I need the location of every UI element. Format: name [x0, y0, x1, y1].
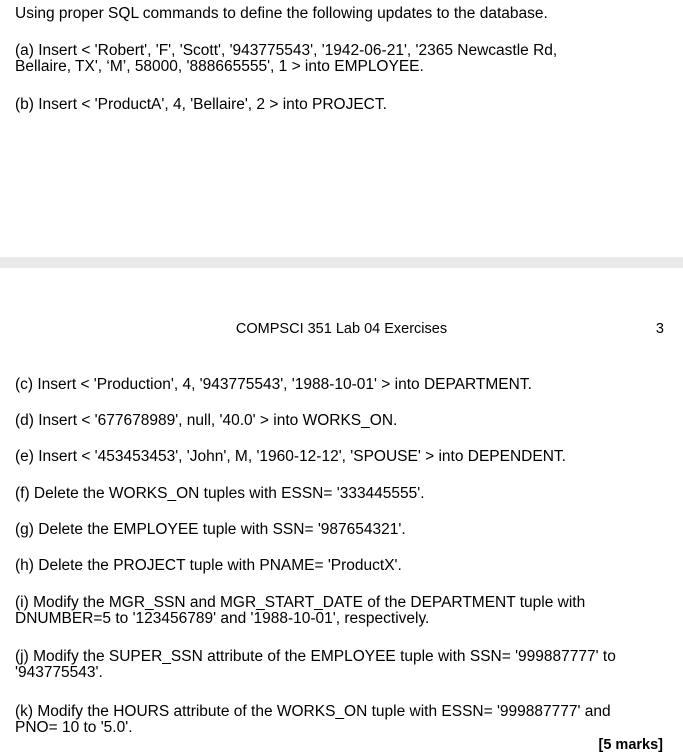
item-c: (c) Insert < 'Production', 4, '943775543', '1988-10-01' > into DEPARTMENT.	[15, 376, 532, 393]
intro-text: Using proper SQL commands to define the following updates to the database.	[15, 5, 548, 22]
page-number: 3	[655, 321, 664, 337]
marks-label: [5 marks]	[598, 737, 663, 753]
item-k: (k) Modify the HOURS attribute of the WORKS_ON tuple with ESSN= '999887777' and PNO= 10 to '5.0'.	[15, 703, 611, 736]
page-header-title: COMPSCI 351 Lab 04 Exercises	[235, 321, 448, 337]
item-i: (i) Modify the MGR_SSN and MGR_START_DATE of the DEPARTMENT tuple with DNUMBER=5 to '123456789' and '1988-10-01', respectively.	[15, 594, 586, 627]
item-f: (f) Delete the WORKS_ON tuples with ESSN= '333445555'.	[15, 485, 425, 502]
page-top	[0, 0, 683, 257]
item-d: (d) Insert < '677678989', null, '40.0' > into WORKS_ON.	[15, 412, 398, 429]
item-e: (e) Insert < '453453453', 'John', M, '1960-12-12', 'SPOUSE' > into DEPENDENT.	[15, 448, 566, 465]
item-j: (j) Modify the SUPER_SSN attribute of the EMPLOYEE tuple with SSN= '999887777' to '943775543'.	[15, 648, 616, 681]
page-separator	[0, 257, 683, 268]
item-b: (b) Insert < 'ProductA', 4, 'Bellaire', 2 > into PROJECT.	[15, 96, 387, 113]
item-g: (g) Delete the EMPLOYEE tuple with SSN= '987654321'.	[15, 521, 406, 538]
item-a: (a) Insert < 'Robert', 'F', 'Scott', '943775543', '1942-06-21', '2365 Newcastle Rd, Bellaire, TX', ‘M’, 58000, '888665555', 1 > into EMPLOYEE.	[15, 42, 558, 75]
item-h: (h) Delete the PROJECT tuple with PNAME= 'ProductX'.	[15, 557, 402, 574]
